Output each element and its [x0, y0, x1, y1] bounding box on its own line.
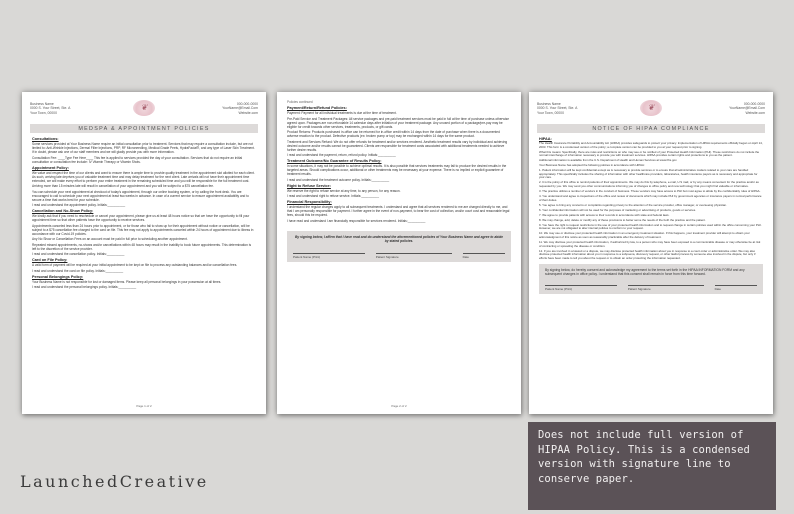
business-name: Business Name [30, 102, 54, 106]
hipaa-paragraph: 11. We may disclose your protected health information, if authorized by law, to a person who may have been exposed to a communicable disease or may otherwise be at risk of contracting or spreading the disease or condition. [539, 240, 761, 248]
section-paragraph: You can schedule your next appointment at checkout of today's appointment, through our online booking system, or by calling the front desk. You are encouraged to call to schedule your next appointment at least two weeks in advance. In case of a current service to ensure appointment availability and to secure a time that works best for your schedule. [32, 189, 249, 202]
website: Website.com [745, 110, 765, 115]
address-line-2: Your Town, 00000 [30, 110, 57, 115]
section-title: HIPAA: [539, 137, 552, 141]
hipaa-paragraph: 10. We may use or disclose your protected health information in an emergency treatment situation. If this happens, your treatment provider will attempt to obtain your acknowledgment of this notice as soon as reasonably practicable after the delivery of treatment. [539, 231, 750, 239]
signature-box [287, 231, 511, 262]
business-name: Business Name [537, 102, 561, 106]
section-paragraph: Arriving more than 15 minutes late will result in cancellation of your appointment and you will be subject to a $75 cancellation fee. [32, 184, 214, 188]
signature-lines [293, 253, 505, 259]
signature-lines [545, 285, 757, 291]
section-paragraph: Payment: Payment for all individual treatments is due at the time of treatment. [287, 111, 397, 115]
logo-icon: ❦ [140, 103, 148, 112]
page-title: NOTICE OF HIPAA COMPLIANCE [592, 125, 710, 132]
section-paragraph: Product Returns: Products purchased in-office can be returned for in-office credit within 14 days from the date of purchase when there is a documented adverse reaction to the product. Defective products (ex: broken pump or top) may be exchanged within 14 days for the same product. [287, 130, 500, 138]
note-text: Does not include full version of HIPAA Policy. This is a condensed version with signature line to conserve paper. [538, 429, 750, 485]
patient-name-line[interactable]: Patient Name (Print) [545, 285, 617, 291]
website: Website.com [238, 110, 258, 115]
hipaa-paragraph: What this means: Specifically, there are rules and restrictions on who may see or be notified of your Protected Health Information (PHI). These restrictions do not include the normal interchange of information necessary to provide you with treatment services. HIPAA provides certain rights and protections to you as the patient. [539, 149, 760, 158]
hipaa-paragraph: 12. If you are involved in a lawsuit or a dispute, we may disclose protected health information about you in response to a court order or administrative order. We may also disclose protected health information about you in response to a subpoena, discovery request, or other lawful process by someone else involved in the dispute, but only if efforts have been made to tell you about the request or to obtain an order protecting the information requested. [539, 248, 756, 260]
section-paragraph: We reserve the right to refuse service at any time, to any person, for any reason. [287, 188, 401, 193]
business-contact [222, 102, 258, 115]
hipaa-paragraphs [539, 142, 763, 260]
section-paragraph: I read and understand the card on file policy. Initials:__________ [32, 268, 124, 273]
signature-box [539, 264, 763, 293]
section-title: Consultations: [32, 137, 59, 141]
hipaa-paragraph: The Health Insurance Portability and Accountability Act (HIPAA) provides safeguards to protect your privacy. Implementation of HIPAA requirements officially began on April 14, 2003. This form is a condensed version of the policy; a complete version can be provided to you at your request prior to signing. [539, 141, 763, 149]
hipaa-paragraph: 8. We may change, add, delete or modify any of these provisions to better serve the needs of the both the practice and the patient. [539, 217, 706, 222]
business-address [537, 102, 577, 115]
hipaa-paragraph: 1. Patient information will be kept confidential except as is necessary to provide services or to ensure that all administrative matters related to your care are handled appropriately. This specifically includes the sharing of information with other healthcare providers, laboratories, health insurance payers as is necessary and appropriate for your care. [539, 168, 758, 180]
hipaa-paragraph: 7. We agree to provide patients with access to their records in accordance with state and federal laws. [539, 212, 670, 217]
hipaa-paragraph: Your Business Name has adopted the following policies in accordance with HIPAA: [539, 163, 645, 168]
section-title: Cancellation and No-Show Policy: [32, 209, 94, 213]
section-paragraph: I read and understand the appointment policy. Initials:__________ [32, 203, 126, 207]
hipaa-paragraph: Additional information is available from the U.S. Department of Health and Human Services at www.hhs.gov [539, 158, 677, 163]
logo [640, 100, 662, 116]
hipaa-body [539, 137, 763, 260]
business-contact [729, 102, 765, 115]
section-title: Financial Responsibility: [287, 200, 332, 204]
date-line[interactable]: Date [463, 253, 505, 259]
section-paragraph: Your Business Name is not responsible for lost or damaged items. Please keep all personal belongings in your possession at all times. [32, 279, 222, 284]
logo-icon: ❦ [647, 103, 655, 112]
page-number: Page 1 of 2 [136, 404, 152, 408]
section-title: Personal Belongings Policy: [32, 274, 84, 279]
hipaa-paragraph: 6. Your confidential information will not be used for the purposes of marketing or advertising of products, goods or services. [539, 207, 696, 212]
address-line-1: 0000 S. Your Street, Ste. A [30, 106, 71, 111]
hipaa-paragraph: 3. The practice utilizes a number of vendors in the conduct of business. These vendors may have access to PHI but must agree to abide by the confidentiality rules of HIPAA. [539, 189, 761, 194]
section-paragraph: Pre-Paid Service and Treatment Packages: All service packages and pre-paid treatment services must be paid in full at the time of purchase unless otherwise agreed upon. Packages are non-refundable 14 calendar days after initiation of your treatment package. Any unused portion of a package/pre-pay may be eligible for credit towards other services, treatments, products, or gift cards. [287, 116, 509, 129]
patient-name-line[interactable]: Patient Name (Print) [293, 253, 365, 259]
page-title-bar [30, 124, 258, 133]
business-address [30, 102, 70, 115]
phone: 000-000-0000 [236, 102, 258, 106]
signature-statement: By signing below, I affirm that I have read and do understand the aforementioned policies of Your Business Name and agree to abide by stated policies. [295, 234, 503, 243]
section-paragraph: I read and understand the payment, return, refund policy. Initials:__________ [287, 153, 396, 157]
phone: 000-000-0000 [743, 102, 765, 106]
page-title: MEDSPA & APPOINTMENT POLICIES [78, 125, 210, 132]
policy-page-2 [277, 92, 521, 414]
hipaa-paragraph: 2. It is the policy of this office to remind patients of their appointments. We may do this by telephone, e-mail, U.S mail, or by any means convenient for the practice and/or as requested by you. We may send you other communications informing you of changes to office policy and new technology that you might find valuable or informative. [539, 180, 759, 188]
address-line-2: Your Town, 00000 [537, 110, 564, 115]
section-title: Payment/Return/Refund Policies: [287, 106, 347, 110]
section-paragraph: Repeated missed appointments, no-shows and/or cancellations within 48 hours may result in the inability to book future appointments. This determination is left to the discretion of the service provider. [32, 242, 252, 251]
page-title-bar [537, 124, 765, 133]
section-paragraph: A valid form of payment will be required at your initial appointment to be kept on file to process any outstanding balances and/or cancellation fees. [32, 263, 238, 267]
section-paragraph: We kindly ask that if you need to reschedule or cancel your appointment, please give us at least 48 hours notice so that we have the opportunity to fill your appointment time so that other patients have the opportunity to receive services. [32, 214, 250, 222]
letterhead [537, 100, 765, 122]
section-paragraph: I read and understand right to refuse service. Initials:__________ [287, 194, 379, 198]
section-paragraph: I read and understand the personal belongings policy. Initials:__________ [32, 285, 137, 289]
policy-sections [32, 137, 256, 289]
date-line[interactable]: Date [715, 285, 757, 291]
note-box [528, 422, 776, 510]
signature-statement: By signing below, do hereby consent and acknowledge my agreement to the terms set forth in the HIPAA INFORMATION FORM and any subsequent changes in office policy. I understand that this consent shall remain in force from this time forward. [545, 268, 745, 277]
section-title: Card on File Policy: [32, 258, 68, 262]
section-title: Treatment Outcome/No Guarantee of Results Policy: [287, 159, 382, 163]
section-paragraph: In some situations, it may not be possible to achieve optimal results. It is also possible that services treatments may fail to produce the desired results in the targeted areas. Should complications occur, additional or other treatments may be necessary at your expense. There is no implied or explicit guarantee of treatment results. [287, 164, 507, 176]
section-paragraph: Consultation Fee: ____Type Fee Here____ This fee is applied to services provided the day of your consultation. Services that do not require an initial consultation or consultation fee include: IV Vitamin Therapy or Vitamin Shots. [32, 155, 243, 164]
hipaa-paragraph: 9. You have the right to request restrictions in the use of your protected health information and to request change in certain policies used within the office concerning your PHI. However, we are not obligated to alter internal policies to conform to your request. [539, 222, 762, 231]
policy-sections [287, 106, 511, 223]
policy-page-1 [22, 92, 266, 414]
patient-signature-line[interactable]: Patient Signature [376, 253, 452, 259]
section-paragraph: Appointments canceled less than 24 hours prior to appointment, or for those who fail to show up for their appointment without notice or cancellation, will be subject to a $75 cancellation fee charged to the card on file. This fee may not apply to appointments canceled within 24 hours of appointment due to illness in accordance with our Covid-19 policies. [32, 223, 254, 236]
hipaa-paragraph: 5. You agree to bring any concerns or complaints regarding privacy to the attention of the service provider, office manager, or overseeing physician. [539, 202, 727, 207]
section-paragraph: I read and understand the treatment outcome policy. Initials:__________ [287, 177, 390, 182]
logo [133, 100, 155, 116]
email: YourName@Email.Com [222, 106, 258, 111]
page-number: Page 2 of 2 [391, 404, 407, 408]
address-line-1: 0000 S. Your Street, Ste. A [537, 106, 578, 111]
section-paragraph: Some services provided at Your Business Name require an initial consultation prior to treatment. Services that may require a consultation include, but are not limited to: Anti-Wrinkle Injections, Dermal Filler Injections, PRP, RF Microneedling, Medical Grade Peels, HydraFacial®, and any type of Laser Skin Treatment. If in doubt, please ask one of our staff members and we will gladly provide you with more information. [32, 142, 255, 154]
section-paragraph: I have read and understand I am financially responsible for services rendered. Initials:__________ [287, 218, 426, 223]
section-paragraph: I read and understand the cancellation policy. Initials:__________ [32, 252, 125, 256]
section-title: Right to Refuse Service: [287, 183, 331, 188]
letterhead [30, 100, 258, 122]
hipaa-page [529, 92, 773, 414]
brand-name: LaunchedCreative [20, 472, 209, 491]
email: YourName@Email.Com [729, 106, 765, 111]
section-paragraph: We value and respect the time of our clients and want to ensure there is ample time to provide quality treatment in the appointment slot allotted for each client. As such, arriving late deprives you of valuable treatment time and may delay treatment for the next client. Late arrivals will not have their appointment time extended, we will make every effort to perform your entire treatment in the remaining scheduled time and you will be responsible for the full treatment cost. [32, 170, 255, 183]
section-paragraph: I understand the regular charges apply to all subsequent treatments. I understand and agree that all services rendered to me are charged directly to me, and that I am personally responsible for payment. I further agree in the event of non-payment, to bear the cost of collection, and/or court cost and reasonable legal fees, should this be required. [287, 205, 510, 217]
section-paragraph: Any No Show or Cancellation Fees on an account must be paid in full prior to scheduling another appointment. [32, 237, 188, 241]
patient-signature-line[interactable]: Patient Signature [628, 285, 704, 291]
section-paragraph: Treatment and Services Refund: We do not offer refunds for treatment and/or services rendered. Aesthetic treatment results vary by individual and achieving desired outcome and/or results cannot be guaranteed. Clients are responsible for treatment costs associated with additional treatments needed to achieve further desire results. [287, 139, 508, 152]
hipaa-paragraph: 4. You understand and agree to inspections of the office and review of documents which may include PHI by government agencies or insurance payers in normal performance of their duties. [539, 194, 762, 202]
continued-label: Policies continued [287, 100, 313, 104]
section-title: Appointment Policy: [32, 165, 69, 170]
